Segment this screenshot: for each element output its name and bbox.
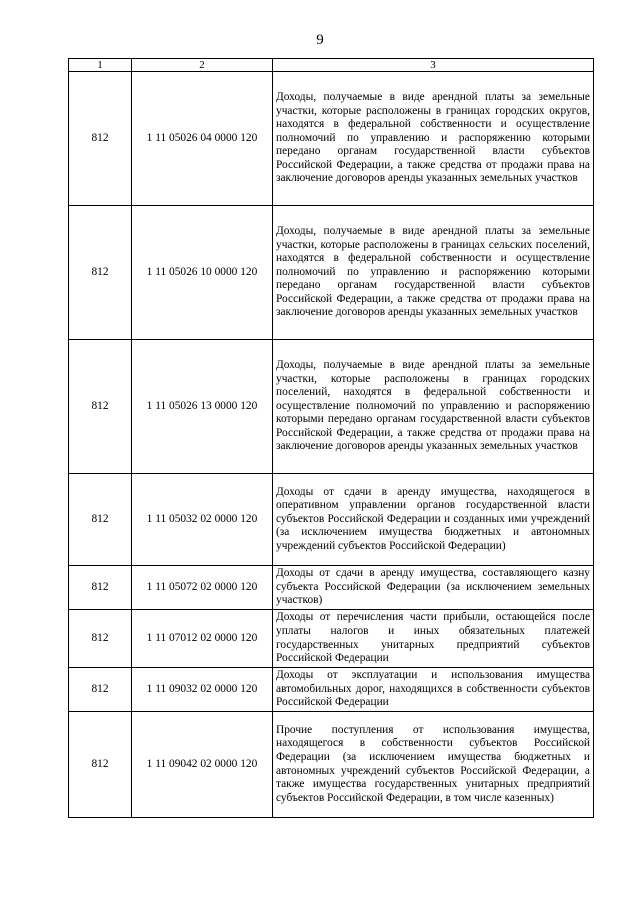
description-cell: Доходы от сдачи в аренду имущества, находящегося в оперативном управлении органов государственной власти субъектов Российской Федерации и созданных ими учреждений (за исключением имущества бюджетных и автономных учреждений субъектов Российской Федерации) [273,474,594,566]
budget-code-cell: 1 11 05072 02 0000 120 [132,566,273,610]
description-cell: Доходы от перечисления части прибыли, остающейся после уплаты налогов и иных обязательных платежей государственных унитарных предприятий субъектов Российской Федерации [273,610,594,668]
description-cell: Доходы от сдачи в аренду имущества, составляющего казну субъекта Российской Федерации (за исключением земельных участков) [273,566,594,610]
column-header-3: 3 [273,59,594,72]
admin-code-cell: 812 [69,474,132,566]
table-row [69,610,594,668]
budget-code-cell: 1 11 05026 04 0000 120 [132,72,273,206]
admin-code-cell: 812 [69,668,132,712]
admin-code-cell: 812 [69,340,132,474]
budget-code-cell: 1 11 07012 02 0000 120 [132,610,273,668]
budget-code-cell: 1 11 09042 02 0000 120 [132,712,273,818]
budget-code-cell: 1 11 05032 02 0000 120 [132,474,273,566]
admin-code-cell: 812 [69,72,132,206]
admin-code-cell: 812 [69,610,132,668]
description-cell: Доходы от эксплуатации и использования имущества автомобильных дорог, находящихся в собственности субъектов Российской Федерации [273,668,594,712]
budget-code-cell: 1 11 09032 02 0000 120 [132,668,273,712]
table-row [69,72,594,206]
table-row [69,712,594,818]
admin-code-cell: 812 [69,566,132,610]
table-header-row [69,59,594,72]
budget-code-cell: 1 11 05026 10 0000 120 [132,206,273,340]
table-row [69,566,594,610]
table-row [69,474,594,566]
column-header-2: 2 [132,59,273,72]
description-cell: Доходы, получаемые в виде арендной платы за земельные участки, которые расположены в границах городских округов, находятся в федеральной собственности и осуществление полномочий по управлению и распоряжению которыми передано органам государственной власти субъектов Российской Федерации, а также средства от продажи права на заключение договоров аренды указанных земельных участков [273,72,594,206]
admin-code-cell: 812 [69,712,132,818]
table-row [69,340,594,474]
revenue-codes-table [68,58,594,818]
admin-code-cell: 812 [69,206,132,340]
budget-code-cell: 1 11 05026 13 0000 120 [132,340,273,474]
description-cell: Доходы, получаемые в виде арендной платы за земельные участки, которые расположены в границах городских поселений, находятся в федеральной собственности и осуществление полномочий по управлению и распоряжению которыми передано органам государственной власти субъектов Российской Федерации, а также средства от продажи права на заключение договоров аренды указанных земельных участков [273,340,594,474]
column-header-1: 1 [69,59,132,72]
description-cell: Доходы, получаемые в виде арендной платы за земельные участки, которые расположены в границах сельских поселений, находятся в федеральной собственности и осуществление полномочий по управлению и распоряжению которыми передано органам государственной власти субъектов Российской Федерации, а также средства от продажи права на заключение договоров аренды указанных земельных участков [273,206,594,340]
page-number: 9 [316,32,324,48]
table-row [69,206,594,340]
table-row [69,668,594,712]
description-cell: Прочие поступления от использования имущества, находящегося в собственности субъектов Российской Федерации (за исключением имущества бюджетных и автономных учреждений субъектов Российской Федерации, а также имущества государственных унитарных предприятий субъектов Российской Федерации, в том числе казенных) [273,712,594,818]
